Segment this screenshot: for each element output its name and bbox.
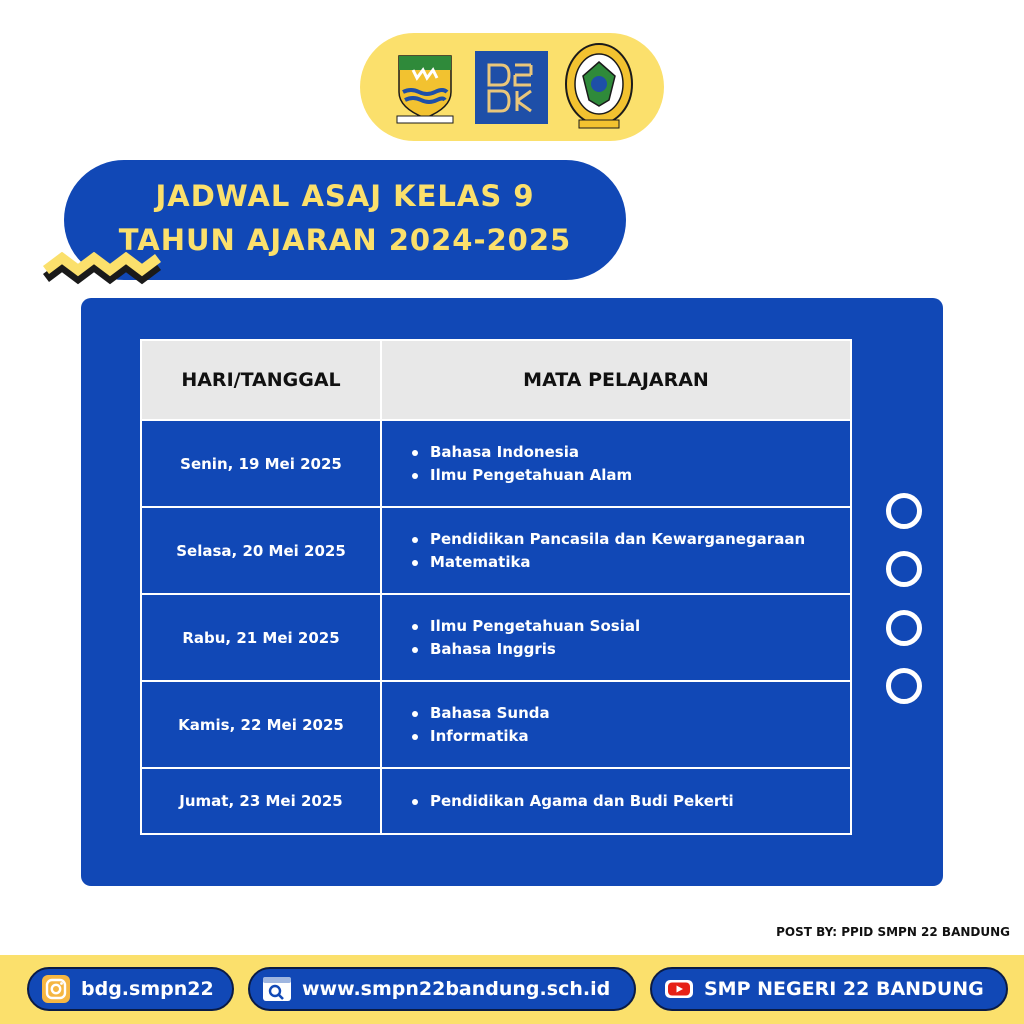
instagram-handle: bdg.smpn22 xyxy=(81,978,214,1000)
subject-item: Pendidikan Pancasila dan Kewarganegaraan xyxy=(412,528,849,551)
header-day-date: HARI/TANGGAL xyxy=(141,340,381,420)
zigzag-decoration xyxy=(42,252,162,294)
instagram-link[interactable] xyxy=(27,967,234,1011)
subject-list xyxy=(412,790,849,813)
table-row xyxy=(141,507,851,594)
post-by-credit: POST BY: PPID SMPN 22 BANDUNG xyxy=(776,925,1010,939)
subject-item: Bahasa Indonesia xyxy=(412,441,849,464)
title-line-1: JADWAL ASAJ KELAS 9 xyxy=(155,179,535,213)
subject-item: Ilmu Pengetahuan Sosial xyxy=(412,615,849,638)
bandung-city-emblem xyxy=(389,52,461,124)
day-cell: Jumat, 23 Mei 2025 xyxy=(141,768,381,834)
website-link[interactable] xyxy=(248,967,636,1011)
ring-decoration xyxy=(886,493,922,529)
youtube-icon xyxy=(664,974,694,1004)
title-line-2: TAHUN AJARAN 2024-2025 xyxy=(118,223,572,257)
subjects-cell xyxy=(381,507,851,594)
table-row xyxy=(141,681,851,768)
subject-list xyxy=(412,702,849,748)
table-row xyxy=(141,594,851,681)
subject-item: Matematika xyxy=(412,551,849,574)
subject-item: Informatika xyxy=(412,725,849,748)
ring-decoration xyxy=(886,668,922,704)
day-cell: Rabu, 21 Mei 2025 xyxy=(141,594,381,681)
instagram-icon xyxy=(41,974,71,1004)
day-cell: Senin, 19 Mei 2025 xyxy=(141,420,381,507)
subject-item: Ilmu Pengetahuan Alam xyxy=(412,464,849,487)
table-row xyxy=(141,420,851,507)
day-cell: Selasa, 20 Mei 2025 xyxy=(141,507,381,594)
ring-decoration xyxy=(886,610,922,646)
youtube-channel: SMP NEGERI 22 BANDUNG xyxy=(704,978,984,1000)
header-subjects: MATA PELAJARAN xyxy=(381,340,851,420)
subject-list xyxy=(412,441,849,487)
ring-decoration xyxy=(886,551,922,587)
subject-item: Pendidikan Agama dan Budi Pekerti xyxy=(412,790,849,813)
smp-negeri-22-emblem xyxy=(563,42,635,132)
website-url: www.smpn22bandung.sch.id xyxy=(302,978,611,1000)
subject-list xyxy=(412,615,849,661)
subjects-cell xyxy=(381,681,851,768)
subjects-cell xyxy=(381,420,851,507)
subject-item: Bahasa Inggris xyxy=(412,638,849,661)
table-row xyxy=(141,768,851,834)
youtube-link[interactable] xyxy=(650,967,1008,1011)
day-cell: Kamis, 22 Mei 2025 xyxy=(141,681,381,768)
disdik-logo xyxy=(475,51,548,124)
table-header-row xyxy=(141,340,851,420)
subject-list xyxy=(412,528,849,574)
subjects-cell xyxy=(381,594,851,681)
subject-item: Bahasa Sunda xyxy=(412,702,849,725)
browser-search-icon xyxy=(262,974,292,1004)
subjects-cell xyxy=(381,768,851,834)
schedule-table xyxy=(140,339,852,835)
